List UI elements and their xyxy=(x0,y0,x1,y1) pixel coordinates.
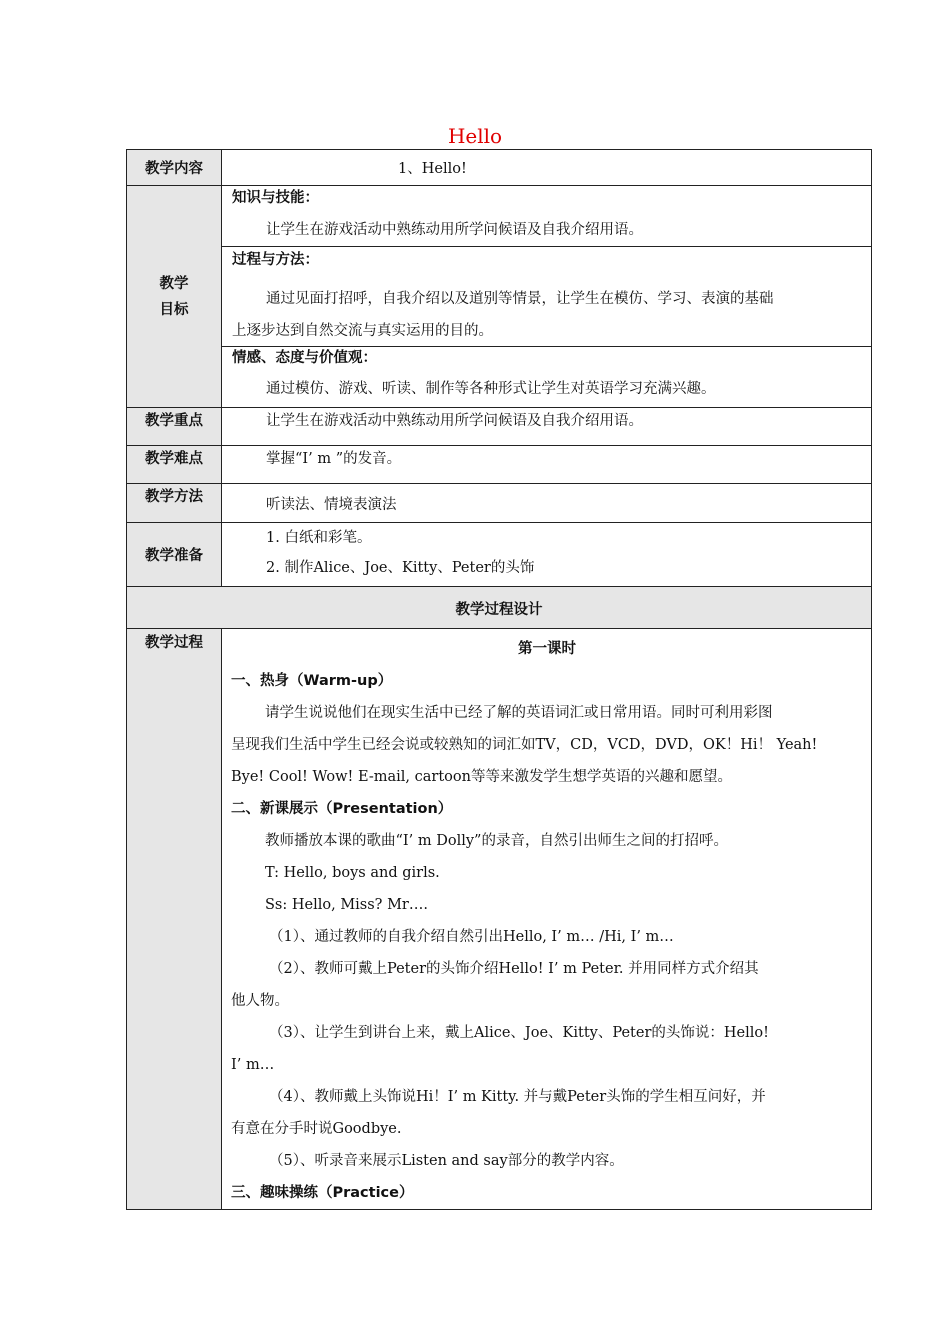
document-title: Hello xyxy=(447,124,503,148)
lesson-title: 第一课时 xyxy=(518,641,576,657)
key-point-value: 让学生在游戏活动中熟练动用所学问候语及自我介绍用语。 xyxy=(222,408,872,446)
emotion-heading: 情感、态度与价值观： xyxy=(232,350,377,366)
label-key-point: 教学重点 xyxy=(127,408,222,446)
warmup-line-2: 呈现我们生活中学生已经会说或较熟知的词汇如TV，CD，VCD，DVD，OK！Hi！ Yeah! xyxy=(231,737,818,753)
presentation-heading: 二、新课展示（Presentation） xyxy=(231,801,453,817)
warmup-line-3: Bye! Cool! Wow! E-mail, cartoon等等来激发学生想学英语的兴趣和愿望。 xyxy=(231,769,732,785)
label-goals xyxy=(127,186,222,408)
design-header: 教学过程设计 xyxy=(127,587,872,629)
row-method xyxy=(127,484,872,523)
goals-emotion-box xyxy=(222,347,871,407)
row-goals xyxy=(127,186,872,408)
presentation-step-4b: 有意在分手时说Goodbye. xyxy=(231,1121,402,1137)
knowledge-text: 让学生在游戏活动中熟练动用所学问候语及自我介绍用语。 xyxy=(266,222,643,238)
practice-heading: 三、趣味操练（Practice） xyxy=(231,1185,414,1201)
label-method: 教学方法 xyxy=(127,484,222,523)
warmup-line-1: 请学生说说他们在现实生活中已经了解的英语词汇或日常用语。同时可利用彩图 xyxy=(265,705,773,721)
goals-knowledge-box xyxy=(222,186,871,247)
difficulty-value: 掌握“I’ m ”的发音。 xyxy=(222,446,872,484)
presentation-step-4a: （4）、教师戴上头饰说Hi！I’ m Kitty. 并与戴Peter头饰的学生相互问好，并 xyxy=(269,1089,766,1105)
process-cell xyxy=(222,629,872,1210)
row-preparation xyxy=(127,523,872,587)
goals-process-box xyxy=(222,247,871,347)
presentation-step-2a: （2）、教师可戴上Peter的头饰介绍Hello! I’ m Peter. 并用同样方式介绍其 xyxy=(269,961,759,977)
preparation-item-2: 2. 制作Alice、Joe、Kitty、Peter的头饰 xyxy=(266,560,535,576)
label-process: 教学过程 xyxy=(127,629,222,1210)
row-key-point xyxy=(127,408,872,446)
preparation-item-1: 1. 白纸和彩笔。 xyxy=(266,530,372,546)
presentation-step-3a: （3）、让学生到讲台上来，戴上Alice、Joe、Kitty、Peter的头饰说：Hello! xyxy=(269,1025,769,1041)
presentation-step-2b: 他人物。 xyxy=(231,993,289,1009)
process-text-2: 上逐步达到自然交流与真实运用的目的。 xyxy=(232,323,493,339)
label-difficulty: 教学难点 xyxy=(127,446,222,484)
row-difficulty xyxy=(127,446,872,484)
row-process xyxy=(127,629,872,1210)
presentation-line-3: Ss: Hello, Miss? Mr…. xyxy=(265,897,428,913)
lesson-plan-table xyxy=(126,149,872,1210)
presentation-step-5: （5）、听录音来展示Listen and say部分的教学内容。 xyxy=(269,1153,624,1169)
row-content xyxy=(127,150,872,186)
knowledge-heading: 知识与技能： xyxy=(232,190,319,206)
label-goals-line2: 目标 xyxy=(159,301,189,318)
label-preparation: 教学准备 xyxy=(127,523,222,587)
presentation-step-3b: I’ m… xyxy=(231,1057,275,1073)
label-goals-line1: 教学 xyxy=(159,275,189,292)
presentation-line-1: 教师播放本课的歌曲“I’ m Dolly”的录音，自然引出师生之间的打招呼。 xyxy=(265,833,728,849)
presentation-line-2: T: Hello, boys and girls. xyxy=(265,865,440,881)
label-content: 教学内容 xyxy=(127,150,222,186)
emotion-text: 通过模仿、游戏、听读、制作等各种形式让学生对英语学习充满兴趣。 xyxy=(266,381,716,397)
warmup-heading: 一、热身（Warm-up） xyxy=(231,673,393,689)
goals-cell xyxy=(222,186,872,408)
method-value: 听读法、情境表演法 xyxy=(222,484,872,523)
preparation-cell xyxy=(222,523,872,587)
row-design-header xyxy=(127,587,872,629)
process-heading: 过程与方法： xyxy=(232,252,319,268)
presentation-step-1: （1）、通过教师的自我介绍自然引出Hello, I’ m… /Hi, I’ m… xyxy=(269,929,674,945)
process-text-1: 通过见面打招呼，自我介绍以及道别等情景，让学生在模仿、学习、表演的基础 xyxy=(266,291,774,307)
content-value: 1、Hello! xyxy=(222,150,872,186)
